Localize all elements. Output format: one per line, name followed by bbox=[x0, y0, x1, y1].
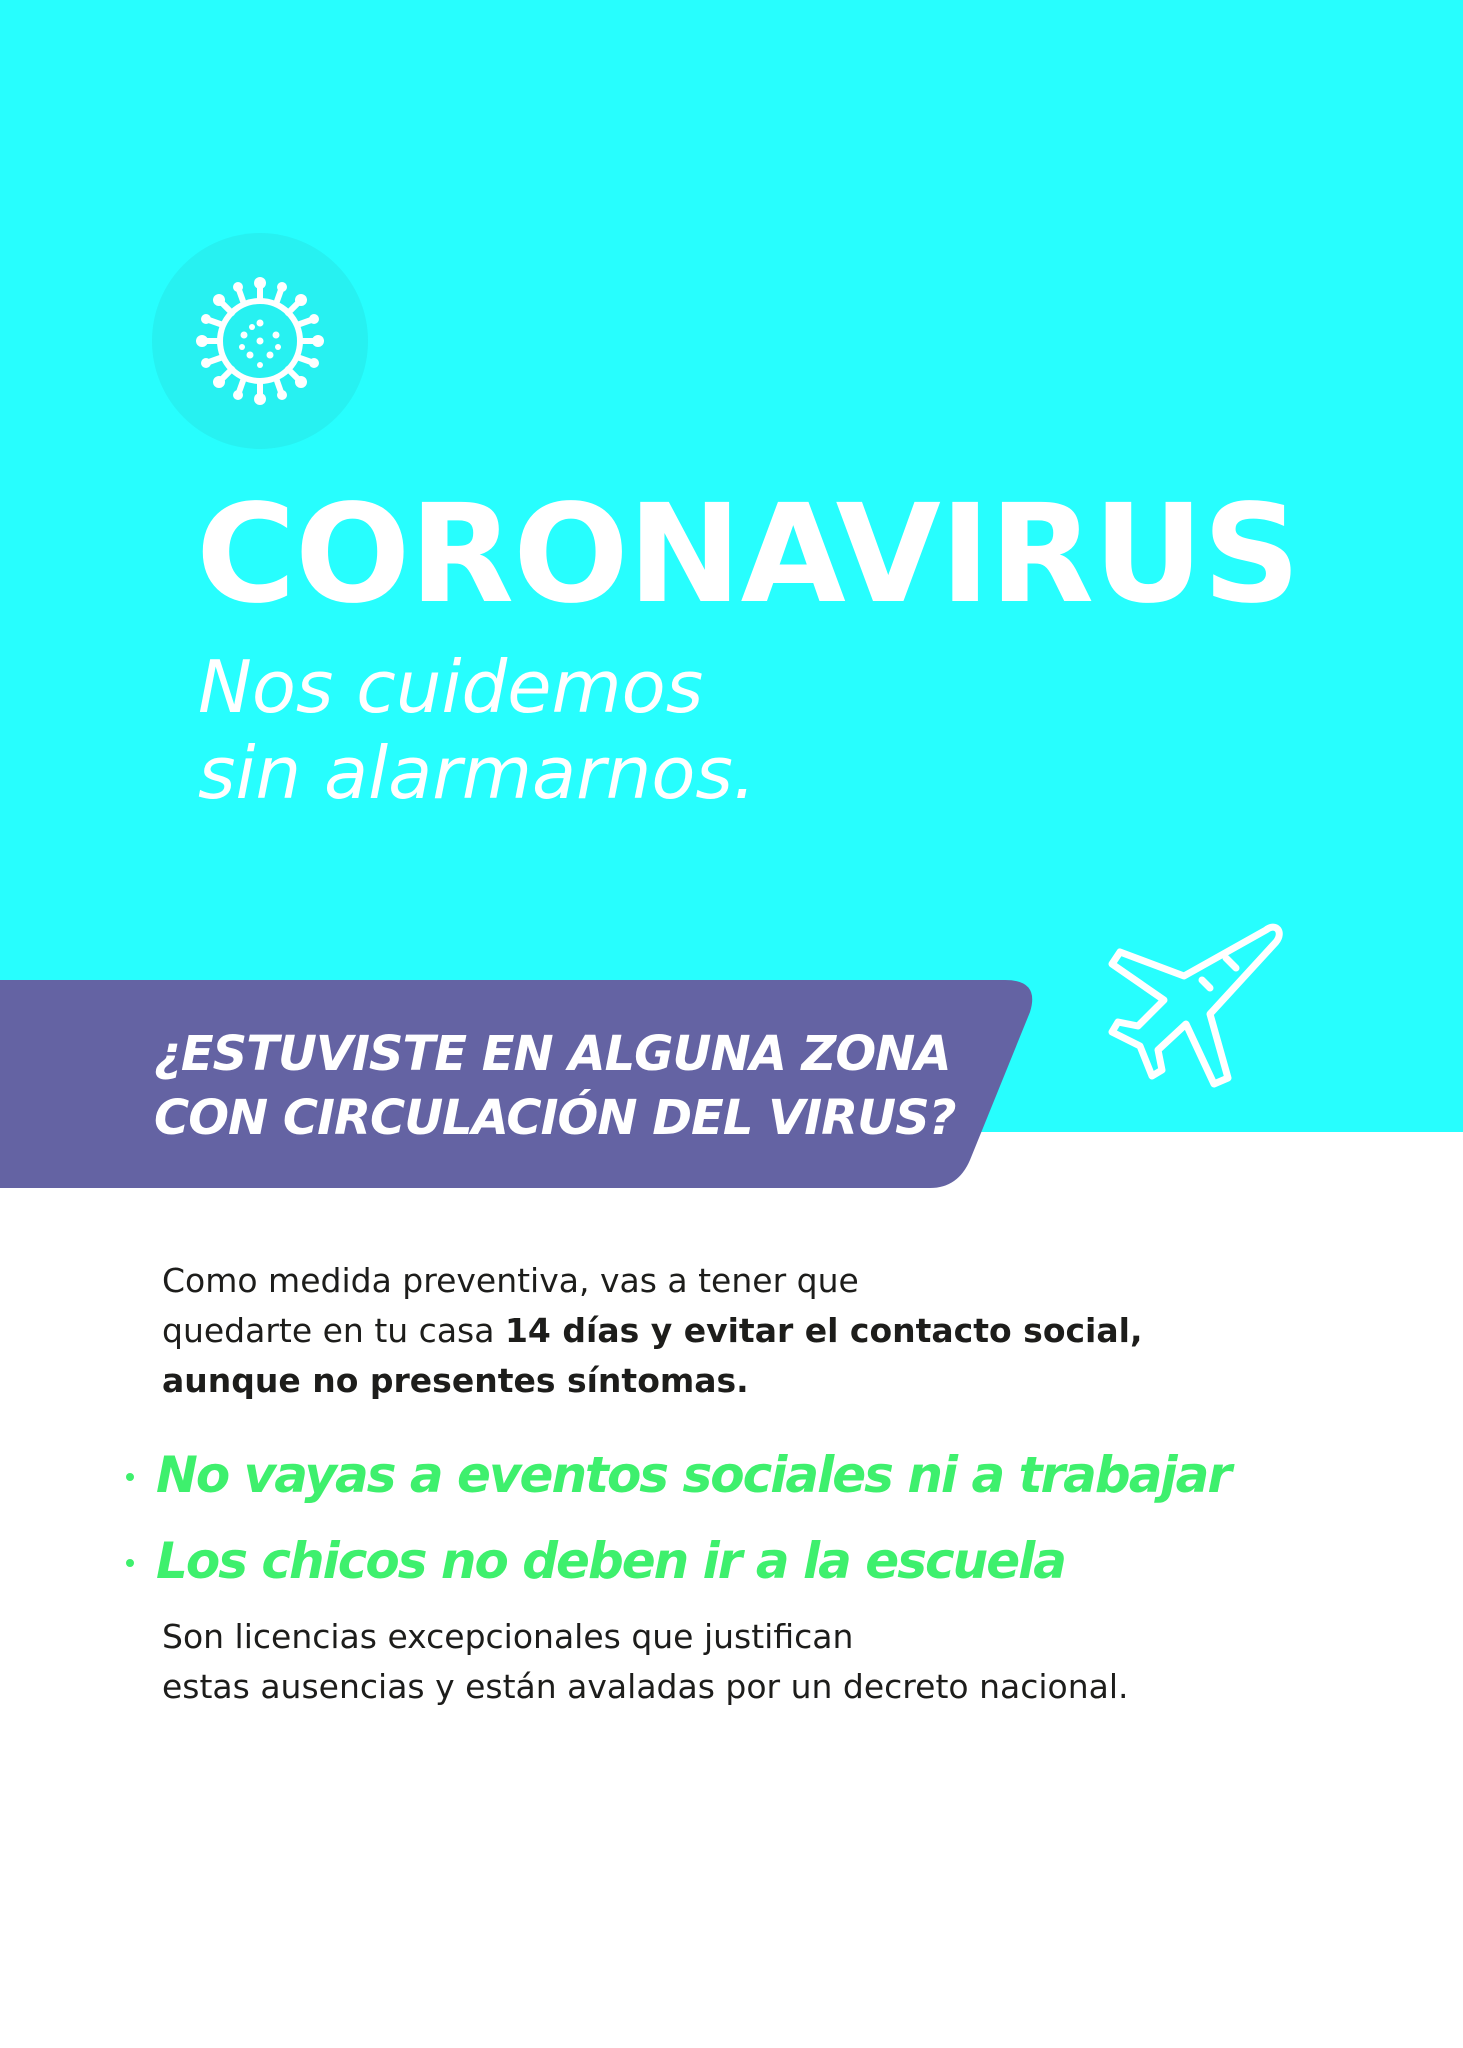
bullet-text: No vayas a eventos sociales ni a trabajar bbox=[156, 1446, 1230, 1504]
question-line-2: CON CIRCULACIÓN DEL VIRUS? bbox=[154, 1090, 956, 1146]
list-item bbox=[126, 1518, 1230, 1604]
closing-line-2: estas ausencias y están avaladas por un decreto nacional. bbox=[162, 1667, 1129, 1706]
list-item bbox=[126, 1432, 1230, 1518]
bullet-list bbox=[126, 1432, 1230, 1604]
question-heading bbox=[154, 1022, 955, 1150]
bullet-text: Los chicos no deben ir a la escuela bbox=[156, 1532, 1066, 1590]
subtitle bbox=[198, 644, 756, 816]
airplane-icon bbox=[1106, 918, 1284, 1092]
subtitle-line-2: sin alarmarnos. bbox=[198, 731, 756, 815]
bullet-dot-icon bbox=[126, 1559, 134, 1567]
intro-line-3-bold: aunque no presentes síntomas. bbox=[162, 1361, 749, 1400]
subtitle-line-1: Nos cuidemos bbox=[198, 645, 704, 729]
closing-paragraph bbox=[162, 1612, 1129, 1712]
intro-line-1: Como medida preventiva, vas a tener que bbox=[162, 1261, 859, 1300]
page-title: CORONAVIRUS bbox=[196, 476, 1300, 634]
virus-badge bbox=[152, 233, 368, 449]
closing-line-1: Son licencias excepcionales que justifican bbox=[162, 1617, 854, 1656]
question-line-1: ¿ESTUVISTE EN ALGUNA ZONA bbox=[154, 1026, 951, 1082]
virus-icon bbox=[192, 273, 328, 409]
intro-line-2: quedarte en tu casa bbox=[162, 1311, 505, 1350]
intro-paragraph bbox=[162, 1256, 1162, 1406]
bullet-dot-icon bbox=[126, 1473, 134, 1481]
intro-line-2-bold: 14 días y evitar el contacto social, bbox=[504, 1311, 1143, 1350]
